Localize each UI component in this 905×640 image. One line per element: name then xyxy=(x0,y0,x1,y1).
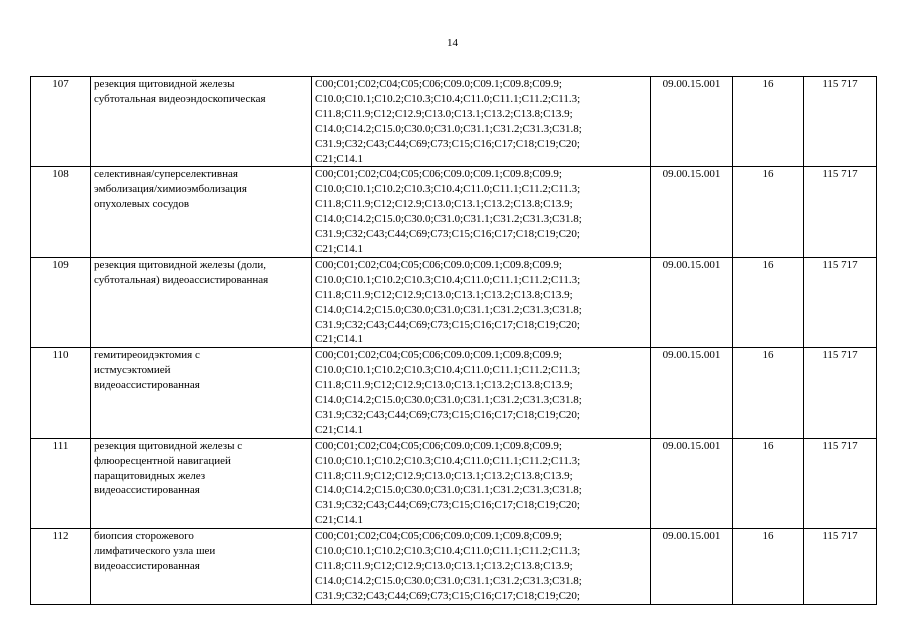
icd-codes xyxy=(312,438,651,528)
procedure-name-line: флюоресцентной навигацией xyxy=(94,454,231,467)
icd-codes-line: C10.0;C10.1;C10.2;C10.3;C10.4;C11.0;C11.1;C11.2;C11.3; xyxy=(315,364,581,377)
model-number: 16 xyxy=(733,77,804,167)
page-number: 14 xyxy=(447,37,458,49)
model-number: 16 xyxy=(733,529,804,605)
icd-codes-line: C11.8;C11.9;C12;C12.9;C13.0;C13.1;C13.2;C13.8;C13.9; xyxy=(315,560,573,572)
icd-codes-line: C31.9;C32;C43;C44;C69;C73;C15;C16;C17;C18;C19;C20; xyxy=(315,318,580,331)
icd-codes-line: C31.9;C32;C43;C44;C69;C73;C15;C16;C17;C18;C19;C20; xyxy=(315,589,580,602)
procedure-name xyxy=(91,77,312,167)
icd-codes-line: C21;C14.1 xyxy=(315,333,363,346)
icd-codes-line: C10.0;C10.1;C10.2;C10.3;C10.4;C11.0;C11.1;C11.2;C11.3; xyxy=(315,545,581,558)
row-number: 108 xyxy=(31,167,91,257)
group-code: 09.00.15.001 xyxy=(651,348,733,438)
model-number: 16 xyxy=(733,167,804,257)
icd-codes-line: C11.8;C11.9;C12;C12.9;C13.0;C13.1;C13.2;C13.8;C13.9; xyxy=(315,379,573,392)
procedure-name-line: резекция щитовидной железы с xyxy=(94,439,243,452)
icd-codes xyxy=(312,167,651,257)
procedure-name-line: биопсия сторожевого xyxy=(94,530,194,543)
procedure-name-line: селективная/суперселективная xyxy=(94,168,238,181)
procedure-name-line: видеоассистированная xyxy=(94,484,200,497)
icd-codes-line: C31.9;C32;C43;C44;C69;C73;C15;C16;C17;C18;C19;C20; xyxy=(315,499,580,512)
row-number: 111 xyxy=(31,438,91,528)
icd-codes-line: C14.0;C14.2;C15.0;C30.0;C31.0;C31.1;C31.2;C31.3;C31.8; xyxy=(315,574,582,587)
procedure-name-line: лимфатического узла шеи xyxy=(94,545,216,558)
table-row xyxy=(31,348,877,438)
procedure-name-line: видеоассистированная xyxy=(94,560,200,572)
table-row xyxy=(31,529,877,605)
cost-value: 115 717 xyxy=(804,438,877,528)
icd-codes-line: C00;C01;C02;C04;C05;C06;C09.0;C09.1;C09.8;C09.9; xyxy=(315,349,562,362)
row-number: 109 xyxy=(31,257,91,347)
procedure-name-line: гемитиреоидэктомия с xyxy=(94,349,200,362)
procedure-name xyxy=(91,348,312,438)
icd-codes-line: C11.8;C11.9;C12;C12.9;C13.0;C13.1;C13.2;C13.8;C13.9; xyxy=(315,288,573,301)
row-number: 112 xyxy=(31,529,91,605)
table-row xyxy=(31,257,877,347)
icd-codes-line: C00;C01;C02;C04;C05;C06;C09.0;C09.1;C09.8;C09.9; xyxy=(315,530,562,543)
row-number: 110 xyxy=(31,348,91,438)
cost-value: 115 717 xyxy=(804,77,877,167)
row-number: 107 xyxy=(31,77,91,167)
icd-codes-line: C11.8;C11.9;C12;C12.9;C13.0;C13.1;C13.2;C13.8;C13.9; xyxy=(315,198,573,211)
group-code: 09.00.15.001 xyxy=(651,257,733,347)
icd-codes-line: C00;C01;C02;C04;C05;C06;C09.0;C09.1;C09.8;C09.9; xyxy=(315,168,562,181)
icd-codes-line: C31.9;C32;C43;C44;C69;C73;C15;C16;C17;C18;C19;C20; xyxy=(315,137,580,150)
icd-codes xyxy=(312,348,651,438)
procedure-name xyxy=(91,257,312,347)
icd-codes-line: C14.0;C14.2;C15.0;C30.0;C31.0;C31.1;C31.2;C31.3;C31.8; xyxy=(315,122,582,135)
procedure-name-line: резекция щитовидной железы (доли, xyxy=(94,258,266,271)
procedure-name-line: видеоассистированная xyxy=(94,379,200,392)
icd-codes-line: C14.0;C14.2;C15.0;C30.0;C31.0;C31.1;C31.2;C31.3;C31.8; xyxy=(315,394,582,407)
cost-value: 115 717 xyxy=(804,257,877,347)
procedure-name-line: субтотальная видеоэндоскопическая xyxy=(94,92,266,105)
table-row xyxy=(31,77,877,167)
icd-codes-line: C21;C14.1 xyxy=(315,242,363,255)
cost-value: 115 717 xyxy=(804,348,877,438)
procedure-name-line: паращитовидных желез xyxy=(94,469,206,482)
model-number: 16 xyxy=(733,257,804,347)
icd-codes-line: C31.9;C32;C43;C44;C69;C73;C15;C16;C17;C18;C19;C20; xyxy=(315,408,580,421)
procedure-name xyxy=(91,438,312,528)
cost-value: 115 717 xyxy=(804,529,877,605)
icd-codes-line: C10.0;C10.1;C10.2;C10.3;C10.4;C11.0;C11.1;C11.2;C11.3; xyxy=(315,273,581,286)
icd-codes-line: C00;C01;C02;C04;C05;C06;C09.0;C09.1;C09.8;C09.9; xyxy=(315,258,562,271)
icd-codes-line: C00;C01;C02;C04;C05;C06;C09.0;C09.1;C09.8;C09.9; xyxy=(315,78,562,90)
icd-codes-line: C31.9;C32;C43;C44;C69;C73;C15;C16;C17;C18;C19;C20; xyxy=(315,228,580,241)
icd-codes-line: C21;C14.1 xyxy=(315,423,363,436)
table-body xyxy=(31,77,877,605)
icd-codes-line: C00;C01;C02;C04;C05;C06;C09.0;C09.1;C09.8;C09.9; xyxy=(315,439,562,452)
table-row xyxy=(31,438,877,528)
procedure-name-line: субтотальная) видеоассистированная xyxy=(94,273,269,286)
procedure-name xyxy=(91,167,312,257)
icd-codes-line: C14.0;C14.2;C15.0;C30.0;C31.0;C31.1;C31.2;C31.3;C31.8; xyxy=(315,484,582,497)
group-code: 09.00.15.001 xyxy=(651,529,733,605)
group-code: 09.00.15.001 xyxy=(651,167,733,257)
procedures-table xyxy=(30,76,877,605)
icd-codes-line: C21;C14.1 xyxy=(315,152,363,165)
model-number: 16 xyxy=(733,438,804,528)
cost-value: 115 717 xyxy=(804,167,877,257)
icd-codes-line: C10.0;C10.1;C10.2;C10.3;C10.4;C11.0;C11.1;C11.2;C11.3; xyxy=(315,92,581,105)
table-row xyxy=(31,167,877,257)
procedure-name-line: истмусэктомией xyxy=(94,364,171,377)
procedure-name-line: эмболизация/химиоэмболизация xyxy=(94,183,247,196)
icd-codes xyxy=(312,77,651,167)
group-code: 09.00.15.001 xyxy=(651,438,733,528)
icd-codes-line: C14.0;C14.2;C15.0;C30.0;C31.0;C31.1;C31.2;C31.3;C31.8; xyxy=(315,213,582,226)
icd-codes-line: C11.8;C11.9;C12;C12.9;C13.0;C13.1;C13.2;C13.8;C13.9; xyxy=(315,107,573,120)
icd-codes-line: C10.0;C10.1;C10.2;C10.3;C10.4;C11.0;C11.1;C11.2;C11.3; xyxy=(315,183,581,196)
group-code: 09.00.15.001 xyxy=(651,77,733,167)
icd-codes xyxy=(312,257,651,347)
icd-codes-line: C11.8;C11.9;C12;C12.9;C13.0;C13.1;C13.2;C13.8;C13.9; xyxy=(315,469,573,482)
icd-codes-line: C10.0;C10.1;C10.2;C10.3;C10.4;C11.0;C11.1;C11.2;C11.3; xyxy=(315,454,581,467)
procedure-name-line: резекция щитовидной железы xyxy=(94,78,235,90)
icd-codes xyxy=(312,529,651,605)
icd-codes-line: C14.0;C14.2;C15.0;C30.0;C31.0;C31.1;C31.2;C31.3;C31.8; xyxy=(315,303,582,316)
procedure-name-line: опухолевых сосудов xyxy=(94,198,190,211)
icd-codes-line: C21;C14.1 xyxy=(315,514,363,527)
model-number: 16 xyxy=(733,348,804,438)
procedure-name xyxy=(91,529,312,605)
